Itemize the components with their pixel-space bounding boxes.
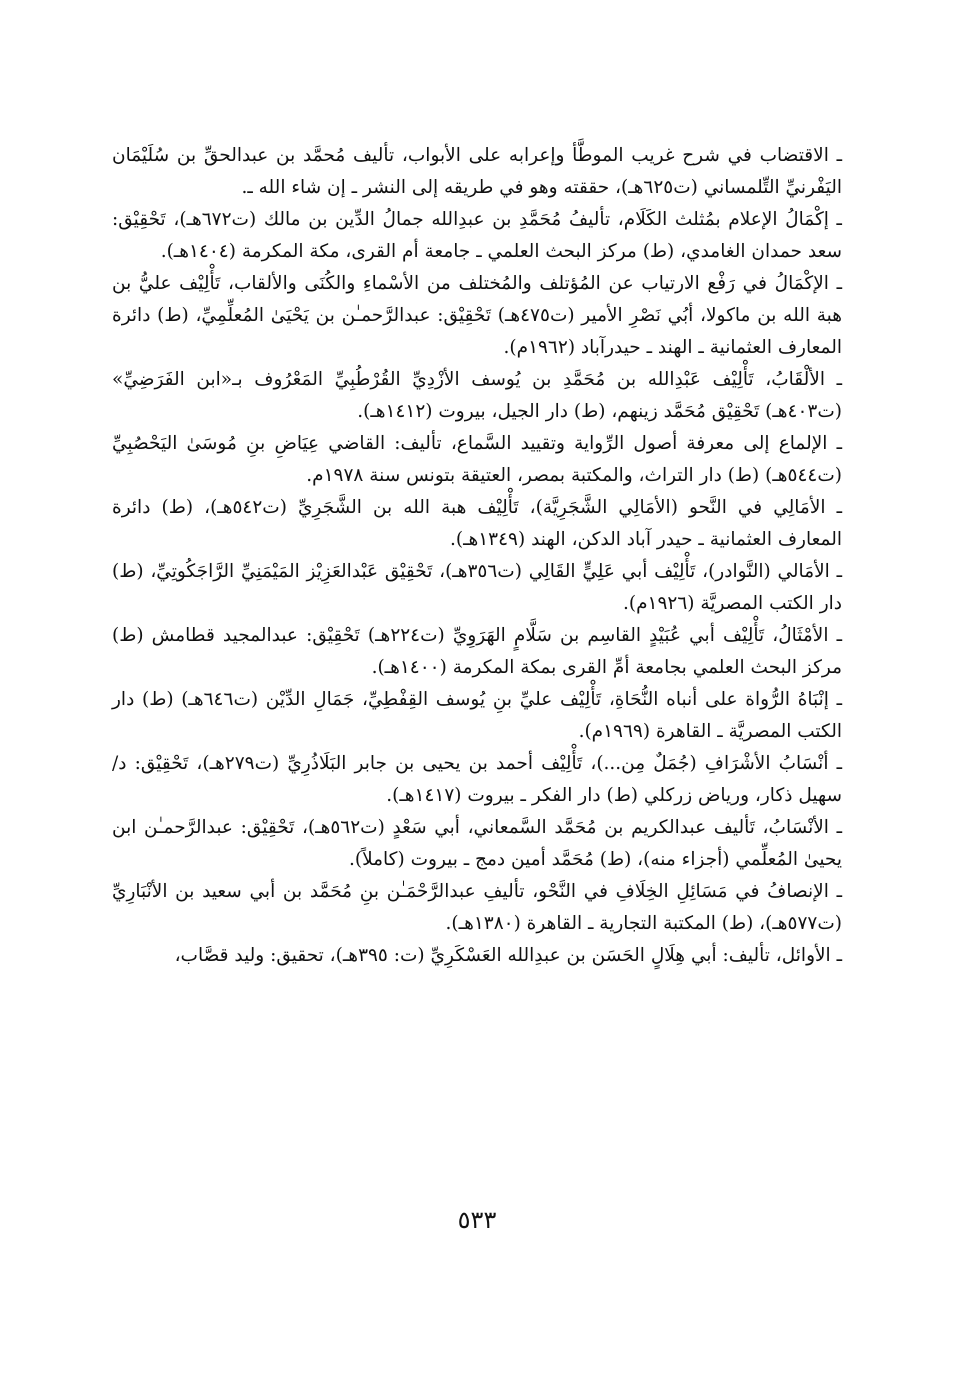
bibliography-entry: ـ الأمَالِي في النَّحو (الأمَالِي الشَّجَرِيَّة)، تَأْلِيْف هبة الله بن الشَّجَرِيِّ (ت٥٤٢هـ)، (ط) دائرة المعارف العثمانية ـ حيدر آباد الدكن، الهند (١٣٤٩هـ). [112, 497, 842, 550]
bibliography-entry: ـ إكْمَالُ الإعلام بمُثلث الكَلَام، تأليفُ مُحَمَّدِ بن عبدِالله جمالُ الدِّين بن مالك (ت٦٧٢هـ)، تَحْقِيْق: سعد حمدان الغامدي، (ط) مركز البحث العلمي ـ جامعة أم القرى، مكة المكرمة (١٤٠٤هـ). [112, 209, 842, 262]
bibliography-entry: ـ إنْبَاهُ الرُّواة على أنباه النُّحَاةِ، تَأْلِيْف عليِّ بنِ يُوسف القِفْطِيِّ، جَمَالِ الدِّيْن (ت٦٤٦هـ) (ط) دار الكتب المصريَّة ـ القاهرة (١٩٦٩م). [112, 689, 843, 742]
bibliography-entry: ـ الإكْمَالُ في رَفْع الارتياب عن المُؤتلف والمُختلف من الأسْماءِ والكُنَى والألقاب، تَأْلِيْف عليُّ بن هبة الله بن ماكولا، أبُي نَصْرِ الأمير (ت٤٧٥هـ) تَحْقِيْق: عبدالرَّحمـٰن بن يَحْيَىٰ المُعلِّمِيِّ، (ط) دائرة المعارف العثمانية ـ الهند ـ حيدرآباد (١٩٦٢م). [112, 273, 842, 358]
bibliography-entry: ـ الأمَالي (النَّوادر)، تَأْلِيْف أبي عَلِيٍّ القَالِي (ت٣٥٦هـ)، تَحْقِيْق عَبْدالعَزِيْز المَيْمَنِيِّ الرَّاجَكُوتِيِّ، (ط) دار الكتب المصريَّة (١٩٢٦م). [112, 561, 842, 614]
page-number: ٥٣٣ [457, 1206, 497, 1234]
bibliography-entry: ـ الأمْثَالُ، تَأْلِيْف أبي عُبَيْدٍ القاسِم بن سَلَّامٍ الهَرَوِيِّ (ت٢٢٤هـ) تَحْقِيْق: عبدالمجيد قطامش (ط) مركز البحث العلمي بجامعة أمِّ القرى بمكة المكرمة (١٤٠٠هـ). [112, 625, 843, 678]
bibliography-entry: ـ الاقتضاب في شرح غريب الموطَّأ وإعرابه على الأبواب، تأليف مُحمَّد بن عبدالحقِّ بن سُلَيْمَان اليَفْرنيِّ التِّلمساني (ت٦٢٥هـ)، حققته وهو في طريقه إلى النشر ـ إن شاء الله ـ. [112, 145, 842, 198]
bibliography-entry: ـ الأنْسَابُ، تَأليف عبدالكريم بن مُحَمَّد السَّمعاني، أبي سَعْدٍ (ت٥٦٢هـ)، تَحْقِيْق: عبدالرَّحمـٰن ابن يحيىٰ المُعلِّمي (أجزاء منه)، (ط) مُحَمَّد أمين دمج ـ بيروت (كاملاً). [112, 817, 842, 870]
bibliography-list [112, 140, 842, 972]
bibliography-entry: ـ الإنصافُ في مَسَائِلِ الخِلَافِ في النَّحْو، تأليفِ عبدالرَّحْمَـٰن بنِ مُحَمَّد بن أبي سعيد بن الأنْبَارِيِّ (ت٥٧٧هـ)، (ط) المكتبة التجارية ـ القاهرة (١٣٨٠هـ). [112, 881, 842, 934]
bibliography-entry: ـ الأوائل، تأليف: أبي هِلَالٍ الحَسَن بن عبدِالله العَسْكَرِيِّ (ت: ٣٩٥هـ)، تحقيق: وليد قصَّاب، [174, 945, 842, 966]
bibliography-entry: ـ أنْسَابُ الأشْرَافِ (جُمَلٌ مِن...)، تَأْلِيْف أحمد بن يحيى بن جابر البَلَاذُرِيِّ (ت٢٧٩هـ)، تَحْقِيْق: د/ سهيل ذكار، ورياض زركلي (ط) دار الفكر ـ بيروت (١٤١٧هـ). [112, 753, 842, 806]
bibliography-entry: ـ الإلماع إلى معرفة أصول الرِّواية وتقييد السَّماع، تأليف: القاضي عِيَاضِ بنِ مُوسَىٰ اليَحْصُبِيِّ (ت٥٤٤هـ) (ط) دار التراث، والمكتبة بمصر، العتيقة بتونس سنة ١٩٧٨م. [112, 433, 842, 486]
bibliography-entry: ـ الألْقَابُ، تَأْلِيْف عَبْدِالله بن مُحَمَّدِ بن يُوسف الأزْدِيِّ القُرْطُبِيِّ المَعْرُوف بـ«ابن الفَرَضِيِّ» (ت٤٠٣هـ) تَحْقِيْق مُحَمَّد زينهم، (ط) دار الجيل، بيروت (١٤١٢هـ). [112, 369, 842, 422]
